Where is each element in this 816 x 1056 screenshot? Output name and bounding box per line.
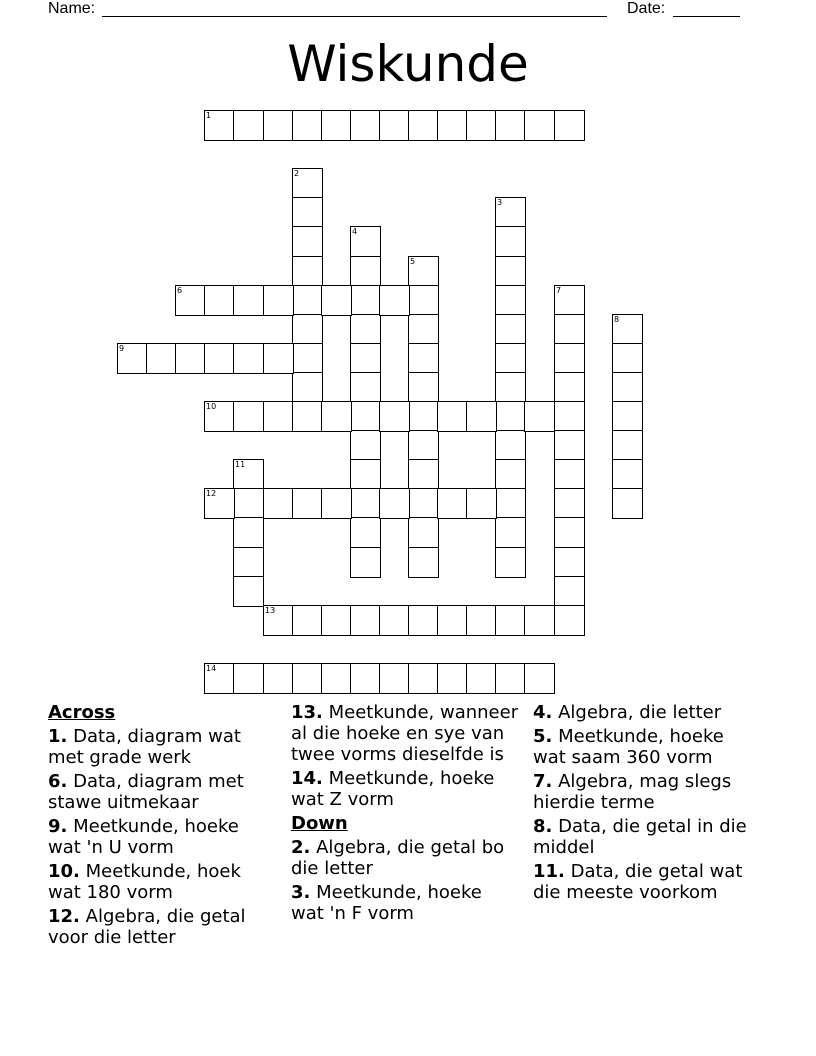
grid-cell[interactable] <box>292 343 323 374</box>
grid-cell[interactable] <box>466 663 497 694</box>
grid-cell[interactable] <box>554 430 585 461</box>
grid-cell[interactable] <box>233 343 264 374</box>
grid-cell[interactable] <box>495 459 526 490</box>
grid-cell[interactable] <box>408 314 439 345</box>
grid-cell[interactable] <box>495 343 526 374</box>
grid-cell[interactable] <box>524 401 555 432</box>
grid-cell[interactable] <box>263 110 294 141</box>
clue-down-4: 4. Algebra, die letter <box>533 702 722 723</box>
grid-cell[interactable] <box>350 401 381 432</box>
clue-number-13: 13 <box>265 606 276 615</box>
grid-cell[interactable] <box>437 605 468 636</box>
clue-number-4: 4 <box>352 227 358 236</box>
grid-cell[interactable] <box>263 285 294 316</box>
grid-cell[interactable] <box>437 663 468 694</box>
clue-number-2: 2 <box>294 169 300 178</box>
grid-cell[interactable] <box>524 663 555 694</box>
clues-column-3 <box>533 702 753 906</box>
clue-down-7: 7. Algebra, mag slegs hierdie terme <box>533 771 732 813</box>
grid-cell[interactable] <box>612 343 643 374</box>
grid-cell[interactable] <box>408 401 439 432</box>
grid-cell[interactable] <box>379 605 410 636</box>
grid-cell[interactable] <box>146 343 177 374</box>
grid-cell[interactable] <box>350 372 381 403</box>
grid-cell[interactable] <box>379 401 410 432</box>
grid-cell[interactable] <box>292 226 323 257</box>
grid-cell[interactable] <box>495 314 526 345</box>
grid-cell[interactable] <box>292 197 323 228</box>
grid-cell[interactable] <box>292 110 323 141</box>
grid-cell[interactable] <box>350 314 381 345</box>
grid-cell[interactable] <box>554 576 585 607</box>
grid-cell[interactable] <box>466 401 497 432</box>
grid-cell[interactable] <box>350 110 381 141</box>
grid-cell[interactable] <box>408 372 439 403</box>
grid-cell[interactable] <box>612 459 643 490</box>
grid-cell[interactable] <box>408 430 439 461</box>
grid-cell[interactable] <box>233 576 264 607</box>
grid-cell[interactable] <box>350 488 381 519</box>
clue-number-8: 8 <box>614 315 620 324</box>
grid-cell[interactable] <box>292 663 323 694</box>
clue-number-3: 3 <box>497 198 503 207</box>
grid-cell[interactable] <box>321 663 352 694</box>
grid-cell[interactable] <box>263 401 294 432</box>
grid-cell[interactable] <box>554 605 585 636</box>
grid-cell[interactable] <box>350 256 381 287</box>
clue-down-11: 11. Data, die getal wat die meeste voorkom <box>533 861 743 903</box>
grid-cell[interactable] <box>321 110 352 141</box>
clues-column-1 <box>48 702 273 951</box>
grid-cell[interactable] <box>379 285 410 316</box>
grid-cell[interactable] <box>379 110 410 141</box>
grid-cell[interactable] <box>554 343 585 374</box>
grid-cell[interactable] <box>350 430 381 461</box>
page-title: Wiskunde <box>287 35 529 93</box>
grid-cell[interactable] <box>495 517 526 548</box>
grid-cell[interactable] <box>466 488 497 519</box>
grid-cell[interactable] <box>408 343 439 374</box>
grid-cell[interactable] <box>379 663 410 694</box>
clue-number-10: 10 <box>206 402 217 411</box>
clue-number-11: 11 <box>235 460 246 469</box>
grid-cell[interactable] <box>554 547 585 578</box>
clue-number-6: 6 <box>177 286 183 295</box>
clue-number-14: 14 <box>206 664 217 673</box>
grid-cell[interactable] <box>554 314 585 345</box>
grid-cell[interactable] <box>408 488 439 519</box>
grid-cell[interactable] <box>321 488 352 519</box>
grid-cell[interactable] <box>204 343 235 374</box>
grid-cell[interactable] <box>495 226 526 257</box>
grid-cell[interactable] <box>554 517 585 548</box>
clue-across-10: 10. Meetkunde, hoek wat 180 vorm <box>48 861 241 903</box>
clue-across-9: 9. Meetkunde, hoeke wat 'n U vorm <box>48 816 239 858</box>
grid-cell[interactable] <box>495 401 526 432</box>
grid-cell[interactable] <box>554 110 585 141</box>
grid-cell[interactable] <box>495 430 526 461</box>
grid-cell[interactable] <box>495 663 526 694</box>
grid-cell[interactable] <box>612 372 643 403</box>
grid-cell[interactable] <box>437 110 468 141</box>
clue-number-12: 12 <box>206 489 217 498</box>
grid-cell[interactable] <box>263 663 294 694</box>
grid-cell[interactable] <box>554 401 585 432</box>
clue-across-6: 6. Data, diagram met stawe uitmekaar <box>48 771 244 813</box>
grid-cell[interactable] <box>350 547 381 578</box>
clue-down-2: 2. Algebra, die getal bo die letter <box>291 837 505 879</box>
grid-cell[interactable] <box>495 547 526 578</box>
grid-cell[interactable] <box>350 605 381 636</box>
grid-cell[interactable] <box>292 401 323 432</box>
grid-cell[interactable] <box>408 110 439 141</box>
clues-column-2 <box>291 702 519 927</box>
grid-cell[interactable] <box>466 110 497 141</box>
grid-cell[interactable] <box>495 256 526 287</box>
grid-cell[interactable] <box>233 663 264 694</box>
grid-cell[interactable] <box>408 547 439 578</box>
clue-down-5: 5. Meetkunde, hoeke wat saam 360 vorm <box>533 726 724 768</box>
grid-cell[interactable] <box>292 256 323 287</box>
grid-cell[interactable] <box>233 401 264 432</box>
clue-across-14: 14. Meetkunde, hoeke wat Z vorm <box>291 768 495 810</box>
grid-cell[interactable] <box>408 517 439 548</box>
grid-cell[interactable] <box>495 488 526 519</box>
grid-cell[interactable] <box>612 401 643 432</box>
grid-cell[interactable] <box>233 110 264 141</box>
grid-cell[interactable] <box>233 547 264 578</box>
across-heading: Across <box>48 702 116 723</box>
clue-across-13: 13. Meetkunde, wanneer al die hoeke en sye van twee vorms dieselfde is <box>291 702 519 765</box>
clue-number-7: 7 <box>556 286 562 295</box>
grid-cell[interactable] <box>233 285 264 316</box>
grid-cell[interactable] <box>350 285 381 316</box>
grid-cell[interactable] <box>379 488 410 519</box>
grid-cell[interactable] <box>350 663 381 694</box>
grid-cell[interactable] <box>350 517 381 548</box>
grid-cell[interactable] <box>408 605 439 636</box>
clue-across-1: 1. Data, diagram wat met grade werk <box>48 726 241 768</box>
grid-cell[interactable] <box>495 110 526 141</box>
grid-cell[interactable] <box>292 285 323 316</box>
grid-cell[interactable] <box>466 605 497 636</box>
grid-cell[interactable] <box>612 430 643 461</box>
grid-cell[interactable] <box>495 605 526 636</box>
clue-number-1: 1 <box>206 111 212 120</box>
grid-cell[interactable] <box>175 343 206 374</box>
name-label: Name: <box>48 0 96 17</box>
grid-cell[interactable] <box>292 314 323 345</box>
clue-number-9: 9 <box>119 344 125 353</box>
clue-down-3: 3. Meetkunde, hoeke wat 'n F vorm <box>291 882 482 924</box>
grid-cell[interactable] <box>554 372 585 403</box>
grid-cell[interactable] <box>321 285 352 316</box>
clue-number-5: 5 <box>410 257 416 266</box>
grid-cell[interactable] <box>495 372 526 403</box>
grid-cell[interactable] <box>321 401 352 432</box>
grid-cell[interactable] <box>292 488 323 519</box>
grid-cell[interactable] <box>554 488 585 519</box>
grid-cell[interactable] <box>437 488 468 519</box>
grid-cell[interactable] <box>321 605 352 636</box>
grid-cell[interactable] <box>524 110 555 141</box>
grid-cell[interactable] <box>350 459 381 490</box>
grid-cell[interactable] <box>408 459 439 490</box>
grid-cell[interactable] <box>292 605 323 636</box>
grid-cell[interactable] <box>437 401 468 432</box>
grid-cell[interactable] <box>524 605 555 636</box>
grid-cell[interactable] <box>612 488 643 519</box>
grid-cell[interactable] <box>263 488 294 519</box>
grid-cell[interactable] <box>408 285 439 316</box>
grid-cell[interactable] <box>263 343 294 374</box>
grid-cell[interactable] <box>408 663 439 694</box>
grid-cell[interactable] <box>350 343 381 374</box>
date-label: Date: <box>627 0 666 17</box>
grid-cell[interactable] <box>554 459 585 490</box>
grid-cell[interactable] <box>495 285 526 316</box>
down-heading: Down <box>291 813 348 834</box>
grid-cell[interactable] <box>233 517 264 548</box>
grid-cell[interactable] <box>292 372 323 403</box>
grid-cell[interactable] <box>233 488 264 519</box>
grid-cell[interactable] <box>204 285 235 316</box>
clue-across-12: 12. Algebra, die getal voor die letter <box>48 906 246 948</box>
clue-down-8: 8. Data, die getal in die middel <box>533 816 747 858</box>
